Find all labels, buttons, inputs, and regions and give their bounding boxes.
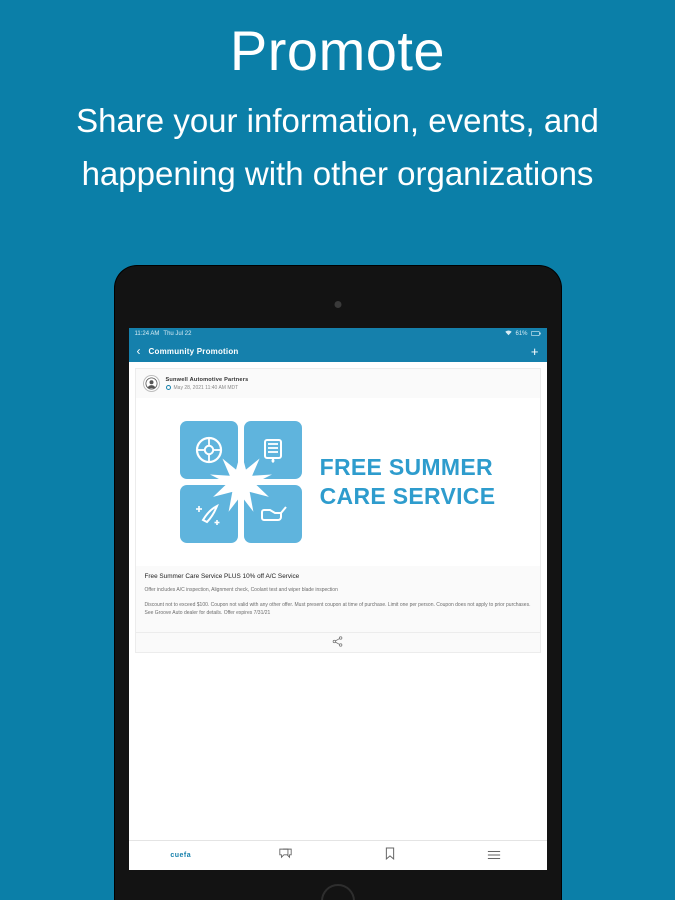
card-body <box>136 566 540 632</box>
banner-text <box>320 453 496 511</box>
back-icon[interactable]: ‹ <box>136 344 141 358</box>
card-header <box>136 369 540 398</box>
add-icon[interactable]: + <box>530 343 539 359</box>
offer-terms: Discount not to exceed $100. Coupon not valid with any other offer. Must present coupon at time of purchase. Limit one per person. Coupon does not apply to prior purchases. See Groove Auto dealer for details. Offer expires 7/31/21 <box>144 601 531 616</box>
battery-level: 61% <box>515 331 528 337</box>
menu-icon <box>487 847 501 865</box>
page-subtitle: Share your information, events, and happening with other organizations <box>76 101 599 192</box>
page-title: Promote <box>229 19 446 82</box>
offer-details: Offer includes A/C inspection, Alignment check, Coolant test and wiper blade inspection <box>144 587 338 593</box>
post-date: May 28, 2021 11:40 AM MDT <box>173 384 239 391</box>
post-date-row <box>166 385 249 391</box>
battery-icon <box>531 331 541 338</box>
home-logo: cuefa <box>170 852 192 859</box>
home-button[interactable] <box>321 884 355 900</box>
status-time: 11:24 AM <box>134 331 160 337</box>
promotion-banner <box>136 398 540 566</box>
banner-line-1: FREE SUMMER <box>319 454 493 481</box>
messages-icon <box>279 847 292 865</box>
tablet-screen <box>129 328 547 870</box>
nav-menu[interactable] <box>442 847 547 865</box>
bottom-nav <box>129 840 547 870</box>
content-area <box>129 362 547 840</box>
card-footer <box>136 632 540 652</box>
avatar <box>143 375 160 392</box>
tablet-body <box>115 266 561 900</box>
wifi-icon <box>505 330 512 338</box>
share-icon[interactable] <box>332 634 343 652</box>
banner-tiles <box>180 421 302 543</box>
status-bar <box>129 328 547 340</box>
organization-name: Sunwell Automotive Partners <box>165 376 249 383</box>
nav-messages[interactable] <box>233 847 338 865</box>
status-date: Thu Jul 22 <box>163 331 192 337</box>
offer-title: Free Summer Care Service PLUS 10% off A/C Service <box>144 573 300 580</box>
nav-bookmarks[interactable] <box>338 847 443 865</box>
clock-icon <box>166 385 171 390</box>
starburst-icon <box>210 451 272 513</box>
tablet-mockup <box>115 266 561 900</box>
front-camera-icon <box>334 301 341 308</box>
app-bar <box>129 340 547 362</box>
app-bar-title: Community Promotion <box>148 346 239 356</box>
banner-line-2: CARE SERVICE <box>319 483 496 509</box>
nav-home[interactable] <box>129 852 234 859</box>
promotion-card[interactable] <box>135 368 541 653</box>
promo-header <box>0 0 675 200</box>
bookmark-icon <box>385 847 395 865</box>
